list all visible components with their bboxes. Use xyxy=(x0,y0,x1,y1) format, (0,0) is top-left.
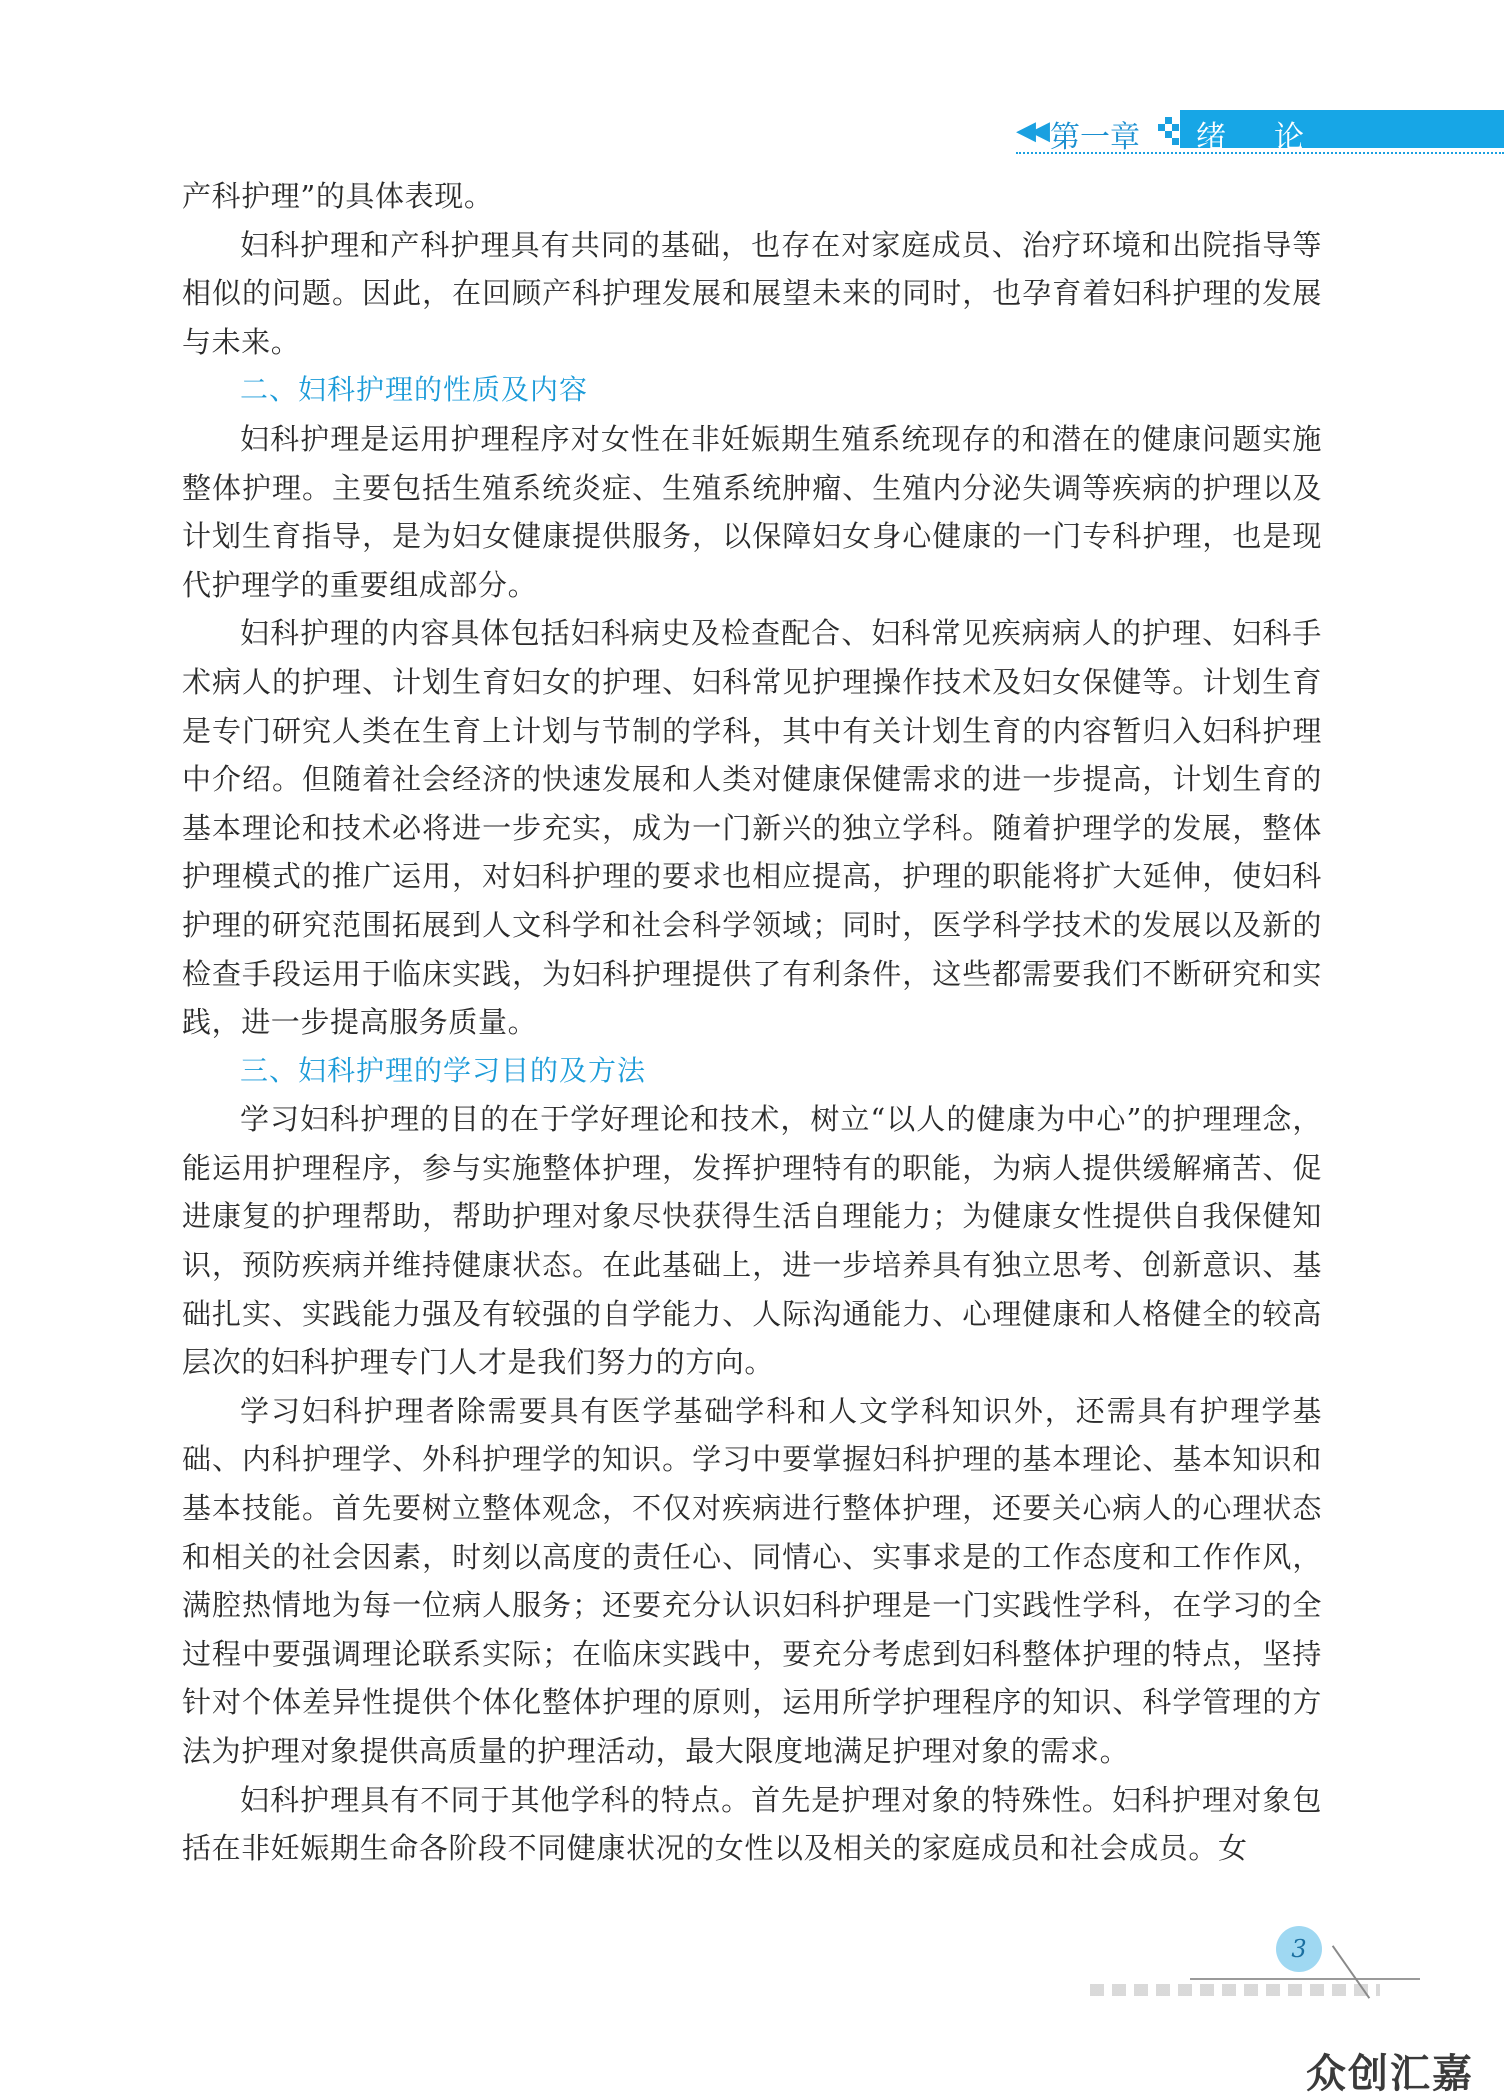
watermark-text: 众创汇嘉 xyxy=(1306,2051,1474,2097)
body-paragraph: 产科护理”的具体表现。 xyxy=(182,179,494,213)
footer-dash-decoration xyxy=(1090,1984,1380,1996)
page-number: 3 xyxy=(1276,1926,1322,1972)
page-footer xyxy=(1090,1920,1420,2000)
chapter-title: 绪论 xyxy=(1196,120,1352,155)
body-paragraph: 妇科护理的内容具体包括妇科病史及检查配合、妇科常见疾病病人的护理、妇科手术病人的护理、计划生育妇女的护理、妇科常见护理操作技术及妇女保健等。计划生育是专门研究人类在生育上计划与节制的学科，其中有关计划生育的内容暂归入妇科护理中介绍。但随着社会经济的快速发展和人类对健康保健需求的进一步提高，计划生育的基本理论和技术必将进一步充实，成为一门新兴的独立学科。随着护理学的发展，整体护理模式的推广运用，对妇科护理的要求也相应提高，护理的职能将扩大延伸，使妇科护理的研究范围拓展到人文科学和社会科学领域；同时，医学科学技术的发展以及新的检查手段运用于临床实践，为妇科护理提供了有利条件，这些都需要我们不断研究和实践，进一步提高服务质量。 xyxy=(182,616,1322,1040)
chapter-label: 第一章 xyxy=(1050,120,1140,155)
body-paragraph: 学习妇科护理者除需要具有医学基础学科和人文学科知识外，还需具有护理学基础、内科护理学、外科护理学的知识。学习中要掌握妇科护理的基本理论、基本知识和基本技能。首先要树立整体观念，不仅对疾病进行整体护理，还要关心病人的心理状态和相关的社会因素，时刻以高度的责任心、同情心、实事求是的工作态度和工作作风，满腔热情地为每一位病人服务；还要充分认识妇科护理是一门实践性学科，在学习的全过程中要强调理论联系实际；在临床实践中，要充分考虑到妇科整体护理的特点，坚持针对个体差异性提供个体化整体护理的原则，运用所学护理程序的知识、科学管理的方法为护理对象提供高质量的护理活动，最大限度地满足护理对象的需求。 xyxy=(182,1393,1322,1768)
running-header xyxy=(1010,106,1504,154)
section-heading: 三、妇科护理的学习目的及方法 xyxy=(240,1053,647,1087)
double-left-arrow-icon: ◀◀ xyxy=(1016,116,1044,146)
footer-rule xyxy=(1190,1978,1420,1980)
body-paragraph: 妇科护理是运用护理程序对女性在非妊娠期生殖系统现存的和潜在的健康问题实施整体护理。主要包括生殖系统炎症、生殖系统肿瘤、生殖内分泌失调等疾病的护理以及计划生育指导，是为妇女健康提供服务，以保障妇女身心健康的一门专科护理，也是现代护理学的重要组成部分。 xyxy=(182,421,1322,602)
body-paragraph: 妇科护理和产科护理具有共同的基础，也存在对家庭成员、治疗环境和出院指导等相似的问题。因此，在回顾产科护理发展和展望未来的同时，也孕育着妇科护理的发展与未来。 xyxy=(182,227,1322,359)
body-paragraph: 学习妇科护理的目的在于学好理论和技术，树立“以人的健康为中心”的护理理念，能运用护理程序，参与实施整体护理，发挥护理特有的职能，为病人提供缓解痛苦、促进康复的护理帮助，帮助护理对象尽快获得生活自理能力；为健康女性提供自我保健知识，预防疾病并维持健康状态。在此基础上，进一步培养具有独立思考、创新意识、基础扎实、实践能力强及有较强的自学能力、人际沟通能力、心理健康和人格健全的较高层次的妇科护理专门人才是我们努力的方向。 xyxy=(182,1102,1322,1380)
body-paragraph: 妇科护理具有不同于其他学科的特点。首先是护理对象的特殊性。妇科护理对象包括在非妊娠期生命各阶段不同健康状况的女性以及相关的家庭成员和社会成员。女 xyxy=(182,1782,1322,1866)
header-dotted-rule xyxy=(1016,152,1504,154)
page-body xyxy=(182,172,1322,1873)
section-heading: 二、妇科护理的性质及内容 xyxy=(240,373,589,407)
